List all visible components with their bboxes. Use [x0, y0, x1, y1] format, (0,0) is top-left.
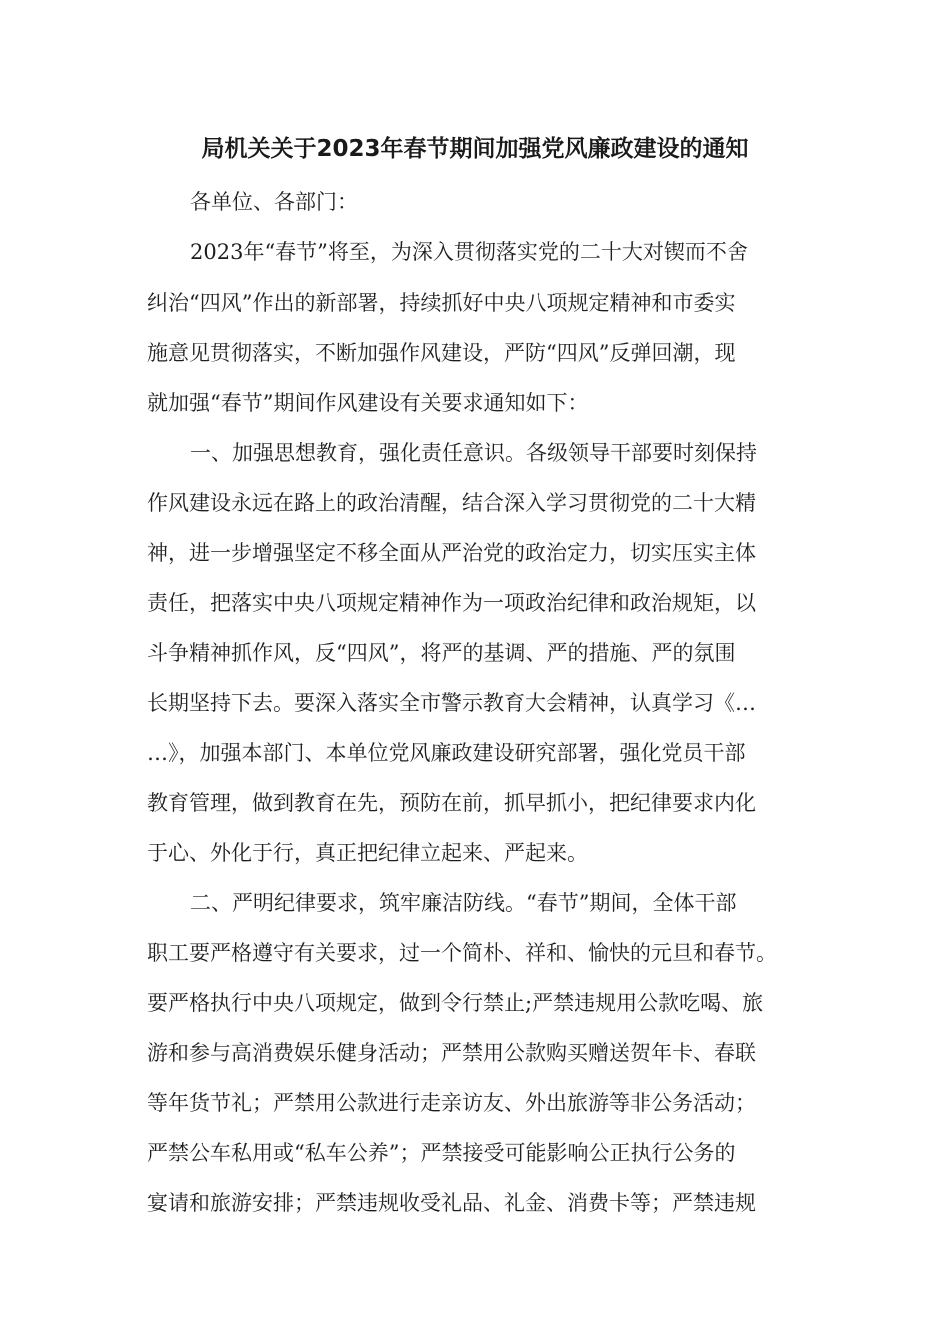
paragraph-line: 2023年“春节”将至，为深入贯彻落实党的二十大对锲而不舍 [190, 240, 748, 264]
paragraph-line: …》，加强本部门、本单位党风廉政建设研究部署，强化党员干部 [147, 741, 746, 765]
paragraph-line: 纠治“四风”作出的新部署，持续抓好中央八项规定精神和市委实 [147, 291, 736, 315]
paragraph-line: 一、加强思想教育，强化责任意识。各级领导干部要时刻保持 [190, 441, 757, 465]
paragraph-line: 斗争精神抓作风，反“四风”，将严的基调、严的措施、严的氛围 [147, 641, 736, 665]
paragraph-line: 长期坚持下去。要深入落实全市警示教育大会精神，认真学习《… [147, 691, 756, 715]
paragraph-line: 游和参与高消费娱乐健身活动；严禁用公款购买赠送贺年卡、春联 [147, 1041, 756, 1065]
paragraph-line: 教育管理，做到教育在先，预防在前，抓早抓小，把纪律要求内化 [147, 791, 756, 815]
paragraph-line: 职工要严格遵守有关要求，过一个简朴、祥和、愉快的元旦和春节。 [147, 941, 777, 965]
document-title: 局机关关于2023年春节期间加强党风廉政建设的通知 [201, 136, 749, 162]
paragraph-line: 等年货节礼；严禁用公款进行走亲访友、外出旅游等非公务活动； [147, 1091, 756, 1115]
paragraph-line: 于心、外化于行，真正把纪律立起来、严起来。 [147, 841, 588, 865]
paragraph-line: 责任，把落实中央八项规定精神作为一项政治纪律和政治规矩，以 [147, 591, 756, 615]
paragraph-line: 神，进一步增强坚定不移全面从严治党的政治定力，切实压实主体 [147, 541, 756, 565]
paragraph-line: 二、严明纪律要求，筑牢廉洁防线。“春节”期间，全体干部 [190, 891, 737, 915]
paragraph-line: 作风建设永远在路上的政治清醒，结合深入学习贯彻党的二十大精 [147, 491, 756, 515]
paragraph-line: 施意见贯彻落实，不断加强作风建设，严防“四风”反弹回潮，现 [147, 341, 736, 365]
paragraph-line: 要严格执行中央八项规定，做到令行禁止;严禁违规用公款吃喝、旅 [147, 991, 764, 1015]
paragraph-line: 宴请和旅游安排；严禁违规收受礼品、礼金、消费卡等；严禁违规 [147, 1191, 756, 1215]
paragraph-line: 严禁公车私用或“私车公养”；严禁接受可能影响公正执行公务的 [147, 1141, 736, 1165]
salutation: 各单位、各部门： [190, 190, 358, 214]
paragraph-line: 就加强“春节”期间作风建设有关要求通知如下： [147, 391, 589, 415]
